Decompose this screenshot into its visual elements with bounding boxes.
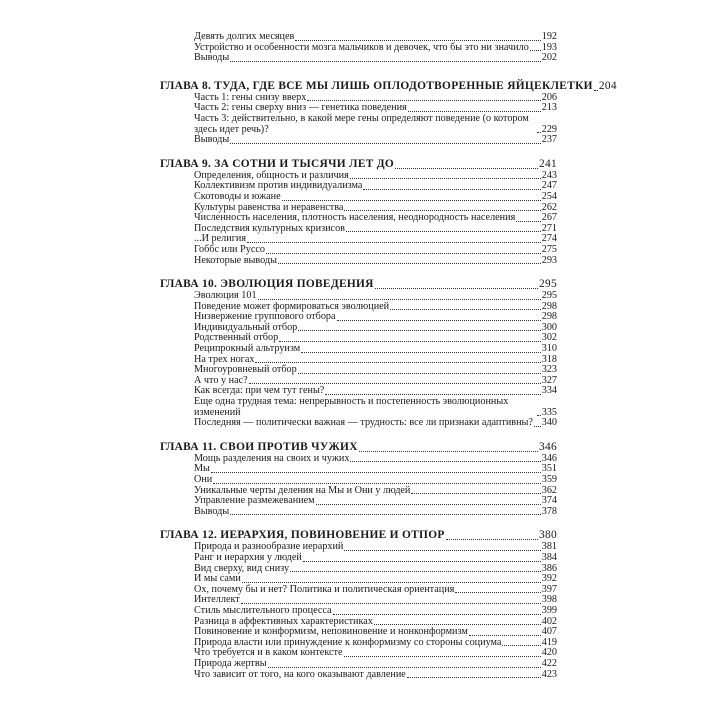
toc-entry-title: Девять долгих месяцев — [194, 31, 295, 42]
toc-entry-page-number: 310 — [541, 343, 557, 355]
toc-entry-page-number: 335 — [541, 406, 557, 418]
dot-leader — [534, 425, 541, 427]
dot-leader — [344, 209, 540, 211]
dot-leader — [247, 241, 541, 243]
dot-leader — [307, 99, 540, 101]
chapter-heading-title: ГЛАВА 10. ЭВОЛЮЦИЯ ПОВЕДЕНИЯ — [160, 278, 374, 291]
dot-leader — [390, 308, 541, 310]
toc-entry-title: Природа и разнообразие иерархий — [194, 541, 344, 553]
toc-entry-title: Уникальные черты деления на Мы и Они у людей — [194, 484, 411, 496]
toc-entry-title: Низвержение группового отбора — [194, 311, 336, 323]
toc-entry — [160, 53, 557, 64]
toc-entry-page-number: 243 — [541, 169, 557, 181]
toc-entry-page-number: 206 — [541, 91, 557, 103]
toc-entry-title: Реципрокный альтруизм — [194, 343, 301, 355]
toc-entry-page-number: 323 — [541, 364, 557, 376]
toc-entry-title: Выводы — [194, 505, 230, 517]
toc-entry — [160, 114, 557, 135]
dot-leader — [213, 482, 540, 484]
toc-entry — [160, 32, 557, 43]
toc-entry-title: Численность населения, плотность населения, неоднородность населения — [194, 212, 516, 224]
dot-leader — [298, 372, 541, 374]
toc-entry — [160, 606, 557, 617]
toc-entry-page-number: 420 — [541, 647, 557, 659]
dot-leader — [301, 351, 541, 353]
toc-entry-title: Родственный отбор — [194, 332, 279, 344]
dot-leader — [407, 676, 541, 678]
toc-entry-title: Часть 1: гены снизу вверх — [194, 91, 307, 103]
dot-leader — [241, 602, 541, 604]
toc-entry-title: Интеллект — [194, 594, 240, 606]
dot-leader — [375, 287, 538, 289]
toc-entry-title: Как всегда: при чем тут гены? — [194, 385, 325, 397]
dot-leader — [516, 220, 540, 222]
toc-entry-title: А что у нас? — [194, 374, 248, 386]
dot-leader — [363, 188, 540, 190]
dot-leader — [242, 581, 541, 583]
toc-entry-page-number: 362 — [541, 484, 557, 496]
toc-entry-page-number: 298 — [541, 311, 557, 323]
dot-leader — [350, 177, 541, 179]
dot-leader — [282, 199, 541, 201]
toc-entry-title: Многоуровневый отбор — [194, 364, 297, 376]
toc-entry-page-number: 423 — [541, 668, 557, 680]
toc-entry-page-number: 300 — [541, 321, 557, 333]
toc-entry-title: Поведение может формироваться эволюцией — [194, 300, 390, 312]
toc-entry-title: Эволюция 101 — [194, 290, 257, 302]
toc-entry-page-number: 271 — [541, 222, 557, 234]
toc-entry-page-number: 202 — [541, 52, 557, 64]
toc-entry-title: Некоторые выводы — [194, 254, 277, 266]
toc-entry-page-number: 340 — [541, 417, 557, 429]
toc-entry-page-number: 378 — [541, 505, 557, 517]
toc-entry-page-number: 422 — [541, 657, 557, 669]
dot-leader — [537, 414, 541, 416]
toc-entry-page-number: 213 — [541, 102, 557, 114]
toc-entry-page-number: 359 — [541, 474, 557, 485]
dot-leader — [344, 549, 540, 551]
toc-entry-title: Повиновение и конформизм, неповиновение и нонконформизм — [194, 626, 468, 638]
dot-leader — [303, 560, 541, 562]
chapter-heading-title: ГЛАВА 12. ИЕРАРХИЯ, ПОВИНОВЕНИЕ И ОТПОР — [160, 529, 445, 542]
toc-entry-page-number: 192 — [541, 31, 557, 42]
dot-leader — [290, 570, 541, 572]
toc-entry — [160, 397, 557, 418]
toc-entry — [160, 245, 557, 256]
toc-entry-title: Природа жертвы — [194, 657, 267, 669]
toc-entry-title: Часть 2: гены сверху вниз — генетика поведения — [194, 102, 407, 114]
toc-entry-page-number: 274 — [541, 233, 557, 245]
toc-entry-page-number: 392 — [541, 573, 557, 585]
toc-entry-title: Ох, почему бы и нет? Политика и политическая ориентация — [194, 583, 455, 595]
toc-entry-title: Стиль мыслительного процесса — [194, 604, 332, 616]
toc-entry-page-number: 419 — [541, 636, 557, 648]
toc-entry-page-number: 302 — [541, 332, 557, 344]
chapter-heading-page-number: 295 — [539, 278, 557, 291]
toc-entry-page-number: 346 — [541, 452, 557, 464]
toc-entry-page-number: 402 — [541, 615, 557, 627]
chapter-heading-title: ГЛАВА 8. ТУДА, ГДЕ ВСЕ МЫ ЛИШЬ ОПЛОДОТВОРЕННЫЕ ЯЙЦЕКЛЕТКИ — [160, 79, 593, 92]
toc-entry-page-number: 275 — [541, 243, 557, 255]
toc-entry-title: Последняя — политически важная — трудность: все ли признаки адаптивны? — [194, 417, 533, 429]
toc-entry-title: И мы сами — [194, 573, 241, 585]
toc-entry-title: Вид сверху, вид снизу — [194, 562, 290, 574]
toc-entry-title: Что зависит от того, на кого оказывают давление — [194, 668, 406, 680]
dot-leader — [346, 230, 541, 232]
toc-entry-title: Разница в аффективных характеристиках — [194, 615, 373, 627]
toc-entry-page-number: 254 — [541, 190, 557, 202]
toc-entry-page-number: 374 — [541, 495, 557, 507]
toc-entry-title: На трех ногах — [194, 353, 255, 365]
dot-leader — [230, 142, 541, 144]
toc-entry-title: Выводы — [194, 134, 230, 146]
dot-leader — [337, 319, 541, 321]
toc-entry-page-number: 193 — [541, 41, 557, 53]
chapter-heading — [160, 79, 617, 93]
chapter-heading-title: ГЛАВА 9. ЗА СОТНИ И ТЫСЯЧИ ЛЕТ ДО — [160, 157, 395, 170]
dot-leader — [594, 89, 598, 91]
dot-leader — [249, 382, 541, 384]
toc-entry-title: Что требуется и в каком контексте — [194, 647, 343, 659]
toc-entry — [160, 507, 557, 518]
toc-entry-page-number: 399 — [541, 604, 557, 616]
toc-entry — [160, 475, 557, 486]
dot-leader — [298, 329, 540, 331]
dot-leader — [455, 591, 540, 593]
dot-leader — [408, 110, 541, 112]
toc-entry-page-number: 262 — [541, 201, 557, 213]
toc-entry-title: Коллективизм против индивидуализма — [194, 180, 363, 192]
toc-entry — [160, 464, 557, 475]
toc-entry — [160, 553, 557, 564]
dot-leader — [230, 60, 541, 62]
toc-entry — [160, 192, 557, 203]
dot-leader — [255, 361, 540, 363]
toc-entry-title: Природа власти или принуждение к конформизму со стороны социума — [194, 636, 502, 648]
toc-entry-page-number: 334 — [541, 385, 557, 397]
toc-entry-page-number: 293 — [541, 254, 557, 266]
dot-leader — [325, 393, 540, 395]
toc-entry — [160, 659, 557, 670]
toc-entry — [160, 135, 557, 146]
dot-leader — [278, 262, 541, 264]
toc-entry-page-number: 327 — [541, 374, 557, 386]
toc-entry-page-number: 267 — [541, 212, 557, 224]
chapter-heading-page-number: 380 — [539, 529, 557, 542]
toc-entry-page-number: 384 — [541, 551, 557, 563]
toc-entry-title: Выводы — [194, 52, 230, 64]
toc-entry-page-number: 237 — [541, 134, 557, 146]
dot-leader — [469, 634, 541, 636]
chapter-heading-page-number: 241 — [539, 157, 557, 170]
toc-entry-page-number: 386 — [541, 562, 557, 574]
toc-entry-title: Скотоводы и южане — [194, 190, 281, 202]
toc-entry-page-number: 229 — [541, 123, 557, 135]
toc-entry-title: ...И религия — [194, 233, 247, 245]
toc-entry-page-number: 351 — [541, 463, 557, 475]
toc-entry — [160, 418, 557, 429]
dot-leader — [279, 340, 541, 342]
dot-leader — [258, 298, 541, 300]
toc-entry-page-number: 407 — [541, 626, 557, 638]
dot-leader — [374, 623, 541, 625]
chapter-heading — [160, 441, 557, 454]
chapter-heading — [160, 158, 557, 171]
dot-leader — [295, 39, 540, 41]
dot-leader — [359, 450, 538, 452]
chapter-heading-title: ГЛАВА 11. СВОИ ПРОТИВ ЧУЖИХ — [160, 440, 358, 453]
toc-entry-title: Индивидуальный отбор — [194, 321, 298, 333]
toc-entry — [160, 670, 557, 681]
dot-leader — [268, 666, 541, 668]
toc-entry-title: Мощь разделения на своих и чужих — [194, 452, 350, 464]
dot-leader — [266, 252, 541, 254]
chapter-heading-page-number: 204 — [598, 79, 617, 92]
toc-entry-page-number: 295 — [541, 290, 557, 302]
dot-leader — [502, 644, 540, 646]
toc-entry-page-number: 398 — [541, 594, 557, 606]
chapter-heading-page-number: 346 — [539, 440, 557, 453]
dot-leader — [446, 538, 538, 540]
toc-entry-title: Еще одна трудная тема: непрерывность и постепенность эволюционных изменений — [194, 396, 509, 418]
dot-leader — [316, 503, 541, 505]
toc-entry-page-number: 397 — [541, 583, 557, 595]
dot-leader — [411, 492, 540, 494]
toc-entry-title: Определения, общность и различия — [194, 169, 349, 181]
dot-leader — [350, 460, 540, 462]
toc-entry-page-number: 247 — [541, 180, 557, 192]
toc-entry-title: Последствия культурных кризисов — [194, 222, 345, 234]
toc-entry-page-number: 381 — [541, 541, 557, 553]
toc-entry-page-number: 298 — [541, 300, 557, 312]
toc-entry-title: Мы — [194, 463, 210, 475]
dot-leader — [395, 167, 538, 169]
table-of-contents — [160, 31, 617, 680]
dot-leader — [211, 471, 541, 473]
toc-entry-title: Гоббс или Руссо — [194, 243, 265, 255]
dot-leader — [333, 613, 541, 615]
dot-leader — [344, 655, 541, 657]
toc-entry — [160, 256, 557, 267]
toc-entry-title: Культуры равенства и неравенства — [194, 201, 344, 213]
dot-leader — [230, 513, 541, 515]
toc-entry — [160, 454, 557, 465]
toc-entry-title: Они — [194, 474, 213, 485]
toc-entry-title: Часть 3: действительно, в какой мере гены определяют поведение (о котором здесь идет речь)? — [194, 112, 529, 135]
toc-entry-title: Ранг и иерархия у людей — [194, 551, 302, 563]
toc-entry-page-number: 318 — [541, 353, 557, 365]
toc-entry-title: Управление размежеванием — [194, 495, 315, 507]
dot-leader — [530, 49, 541, 51]
toc-entry-title: Устройство и особенности мозга мальчиков и девочек, что бы это ни значило — [194, 41, 529, 53]
dot-leader — [537, 131, 541, 133]
